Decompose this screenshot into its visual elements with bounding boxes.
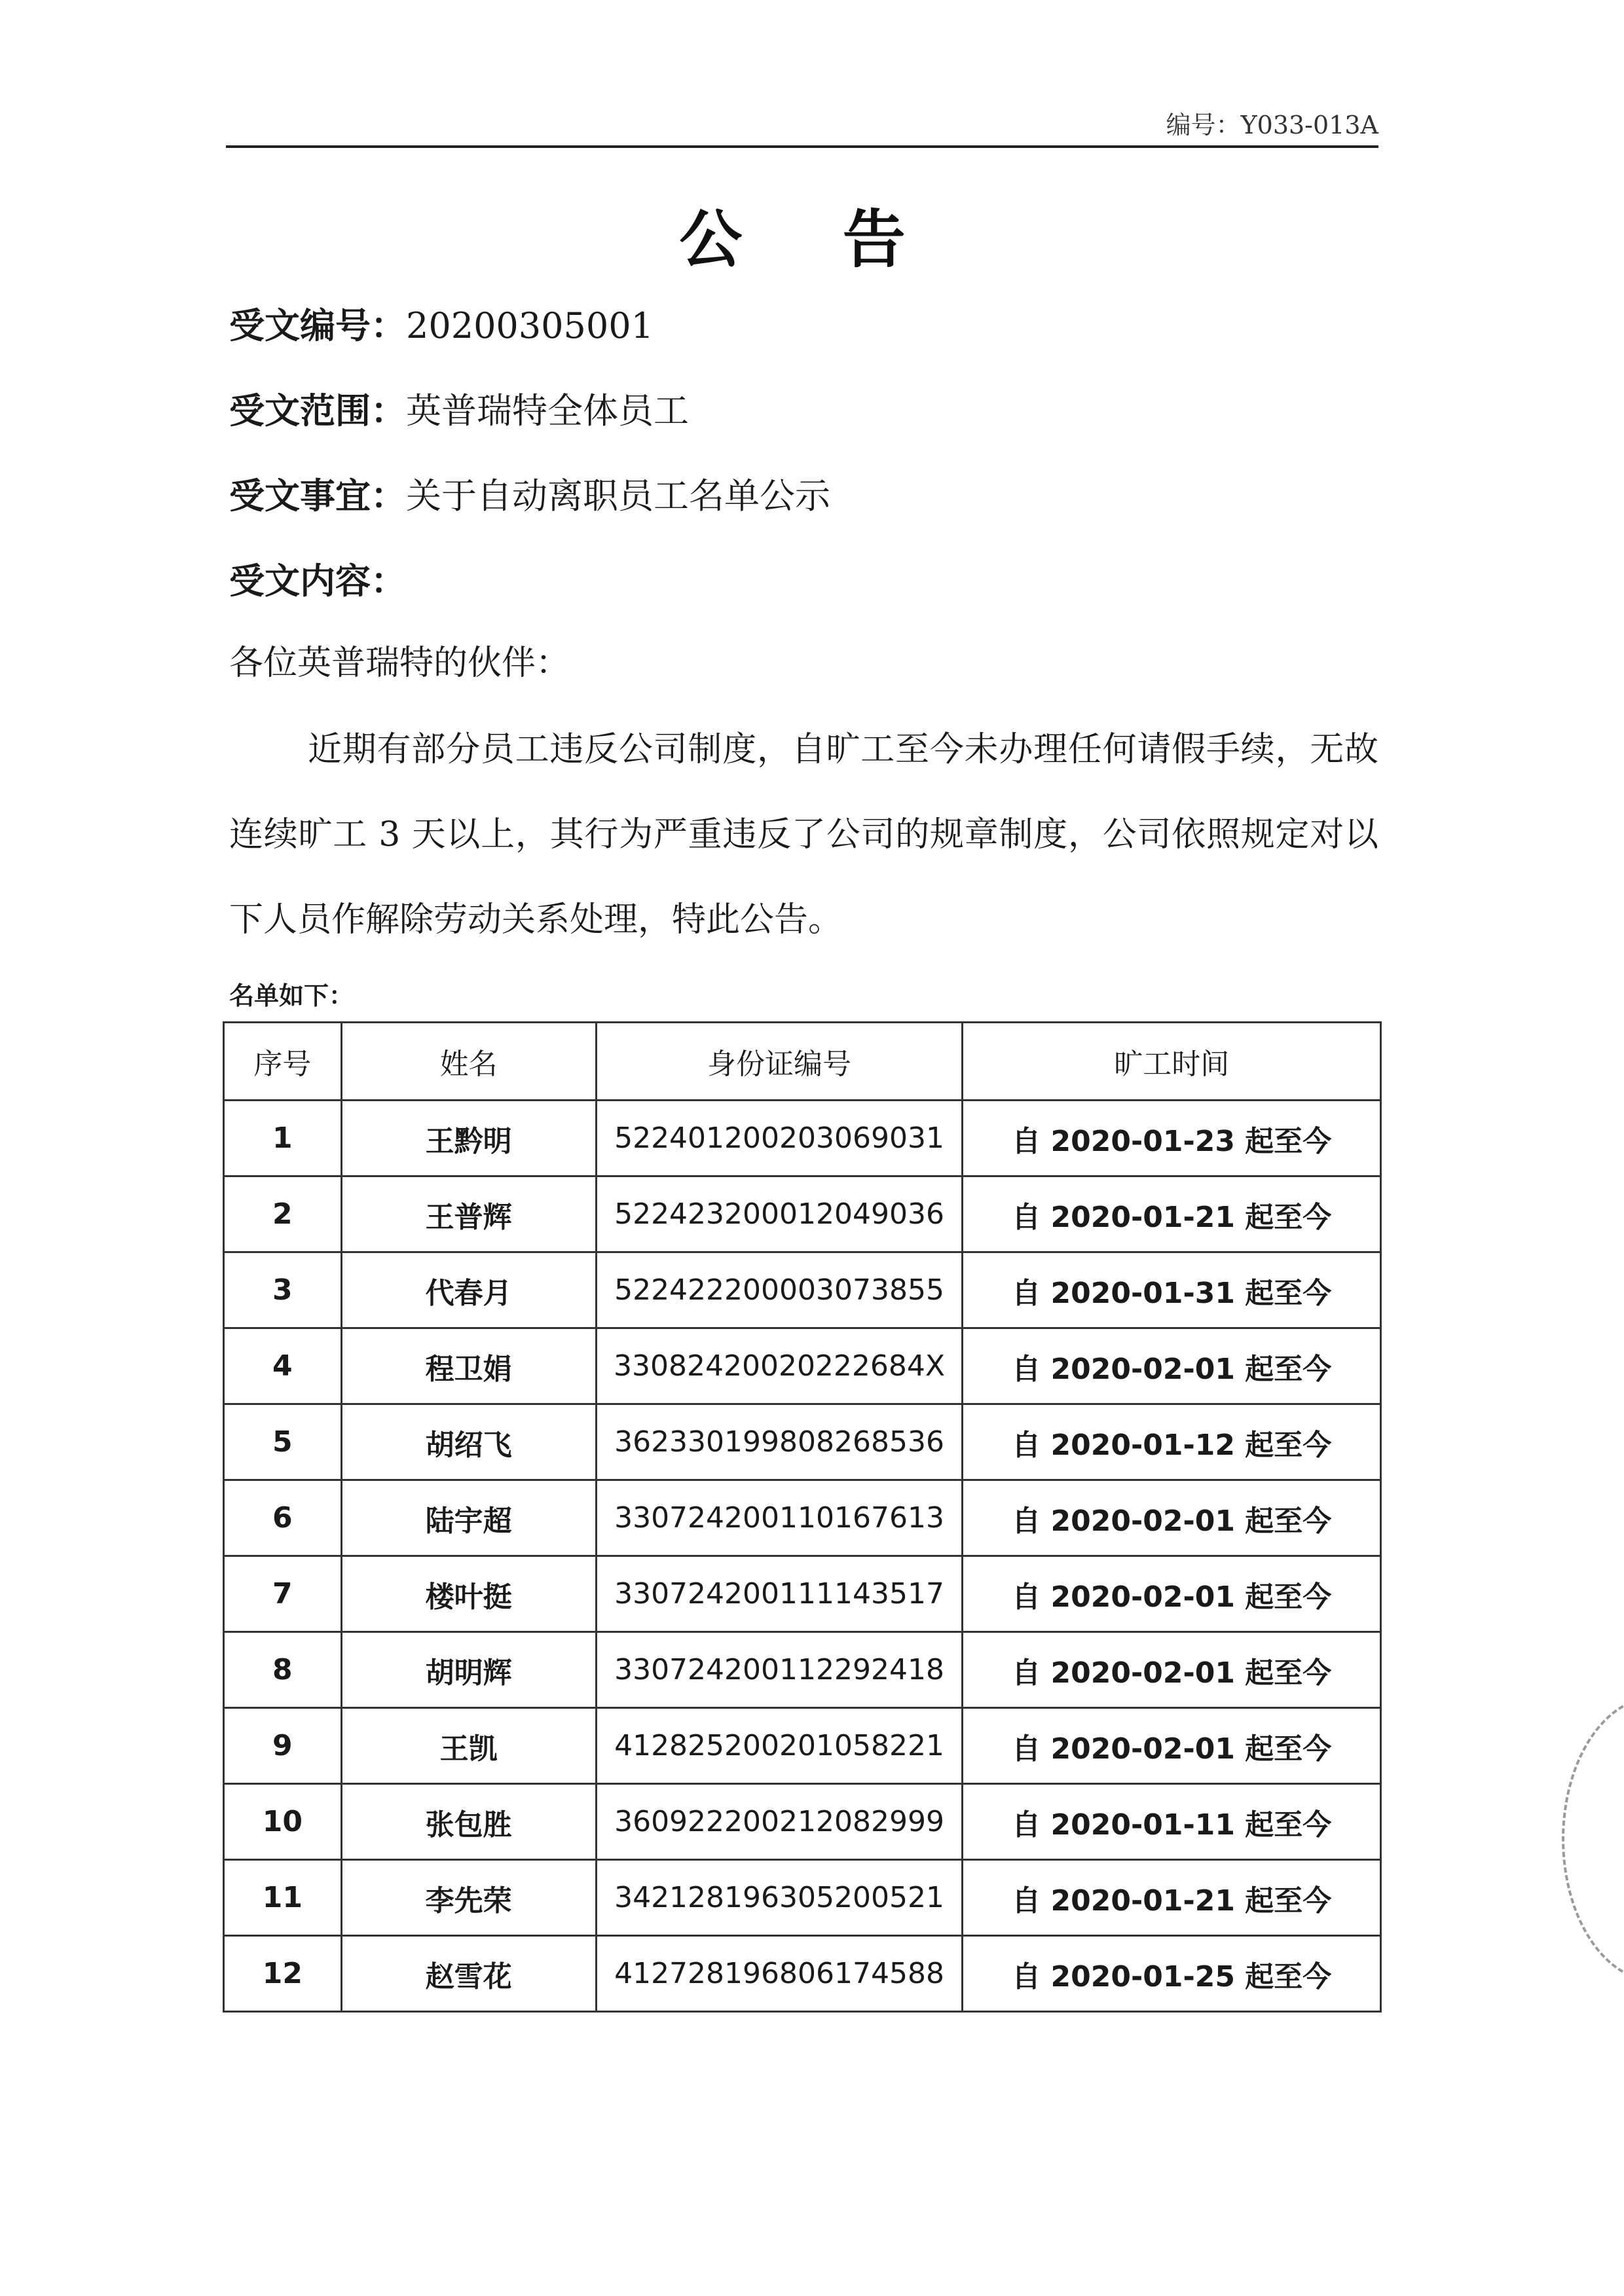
cell-index: 12 — [224, 1936, 342, 2012]
cell-absence-period: 自 2020-01-25 起至今 — [963, 1936, 1381, 2012]
table-row — [224, 1480, 1381, 1556]
cell-index: 2 — [224, 1176, 342, 1252]
cell-name: 王凯 — [341, 1708, 596, 1784]
table-row — [224, 1176, 1381, 1252]
meta-receipt-number — [229, 298, 654, 348]
cell-name: 胡绍飞 — [341, 1404, 596, 1480]
meta-label: 受文编号： — [229, 305, 406, 346]
cell-absence-period: 自 2020-01-31 起至今 — [963, 1252, 1381, 1328]
cell-absence-period: 自 2020-02-01 起至今 — [963, 1708, 1381, 1784]
cell-index: 7 — [224, 1556, 342, 1632]
cell-name: 胡明辉 — [341, 1632, 596, 1708]
cell-id-number: 33082420020222684X — [596, 1328, 963, 1404]
cell-index: 10 — [224, 1784, 342, 1860]
header-rule — [226, 145, 1378, 148]
cell-id-number: 412728196806174588 — [596, 1936, 963, 2012]
table-row — [224, 1252, 1381, 1328]
table-row — [224, 1860, 1381, 1936]
cell-id-number: 330724200112292418 — [596, 1632, 963, 1708]
meta-value: 20200305001 — [406, 305, 654, 346]
cell-id-number: 360922200212082999 — [596, 1784, 963, 1860]
cell-name: 程卫娟 — [341, 1328, 596, 1404]
document-number: 编号：Y033-013A — [1166, 111, 1378, 139]
cell-index: 1 — [224, 1101, 342, 1176]
header-index: 序号 — [224, 1023, 342, 1101]
header-id-number: 身份证编号 — [596, 1023, 963, 1101]
company-seal-partial — [1562, 1696, 1624, 1982]
cell-id-number: 362330199808268536 — [596, 1404, 963, 1480]
cell-name: 赵雪花 — [341, 1936, 596, 2012]
cell-id-number: 412825200201058221 — [596, 1708, 963, 1784]
meta-label: 受文内容： — [229, 560, 406, 602]
notice-body: 近期有部分员工违反公司制度，自旷工至今未办理任何请假手续，无故连续旷工 3 天以上，其行为严重违反了公司的规章制度，公司依照规定对以下人员作解除劳动关系处理，特此公告。 — [229, 730, 1378, 939]
table-row — [224, 1632, 1381, 1708]
cell-absence-period: 自 2020-02-01 起至今 — [963, 1556, 1381, 1632]
cell-absence-period: 自 2020-01-23 起至今 — [963, 1101, 1381, 1176]
cell-name: 代春月 — [341, 1252, 596, 1328]
meta-value: 英普瑞特全体员工 — [406, 390, 689, 431]
cell-index: 6 — [224, 1480, 342, 1556]
meta-receipt-scope — [229, 383, 689, 433]
cell-index: 5 — [224, 1404, 342, 1480]
table-row — [224, 1556, 1381, 1632]
greeting: 各位英普瑞特的伙伴： — [229, 644, 570, 683]
meta-label: 受文事宜： — [229, 475, 406, 517]
cell-index: 3 — [224, 1252, 342, 1328]
cell-index: 4 — [224, 1328, 342, 1404]
cell-id-number: 342128196305200521 — [596, 1860, 963, 1936]
header-name: 姓名 — [341, 1023, 596, 1101]
meta-receipt-content — [229, 553, 406, 604]
cell-id-number: 522422200003073855 — [596, 1252, 963, 1328]
cell-id-number: 330724200111143517 — [596, 1556, 963, 1632]
cell-index: 8 — [224, 1632, 342, 1708]
meta-receipt-subject — [229, 468, 830, 519]
page-title: 公 告 — [679, 203, 945, 276]
table-row — [224, 1784, 1381, 1860]
table-row — [224, 1101, 1381, 1176]
cell-name: 楼叶挺 — [341, 1556, 596, 1632]
cell-absence-period: 自 2020-02-01 起至今 — [963, 1480, 1381, 1556]
cell-name: 王黔明 — [341, 1101, 596, 1176]
cell-name: 陆宇超 — [341, 1480, 596, 1556]
cell-index: 11 — [224, 1860, 342, 1936]
meta-value: 关于自动离职员工名单公示 — [406, 475, 830, 517]
cell-id-number: 522401200203069031 — [596, 1101, 963, 1176]
cell-absence-period: 自 2020-01-21 起至今 — [963, 1176, 1381, 1252]
cell-absence-period: 自 2020-01-21 起至今 — [963, 1860, 1381, 1936]
cell-absence-period: 自 2020-02-01 起至今 — [963, 1328, 1381, 1404]
table-header-row — [224, 1023, 1381, 1101]
cell-id-number: 330724200110167613 — [596, 1480, 963, 1556]
cell-absence-period: 自 2020-01-11 起至今 — [963, 1784, 1381, 1860]
table-row — [224, 1708, 1381, 1784]
cell-name: 张包胜 — [341, 1784, 596, 1860]
list-heading: 名单如下： — [229, 981, 354, 1010]
cell-absence-period: 自 2020-01-12 起至今 — [963, 1404, 1381, 1480]
cell-index: 9 — [224, 1708, 342, 1784]
table-row — [224, 1328, 1381, 1404]
dismissal-table — [223, 1021, 1382, 2013]
meta-label: 受文范围： — [229, 390, 406, 431]
cell-absence-period: 自 2020-02-01 起至今 — [963, 1632, 1381, 1708]
cell-name: 王普辉 — [341, 1176, 596, 1252]
table-row — [224, 1936, 1381, 2012]
header-absence-period: 旷工时间 — [963, 1023, 1381, 1101]
cell-name: 李先荣 — [341, 1860, 596, 1936]
cell-id-number: 522423200012049036 — [596, 1176, 963, 1252]
table-row — [224, 1404, 1381, 1480]
